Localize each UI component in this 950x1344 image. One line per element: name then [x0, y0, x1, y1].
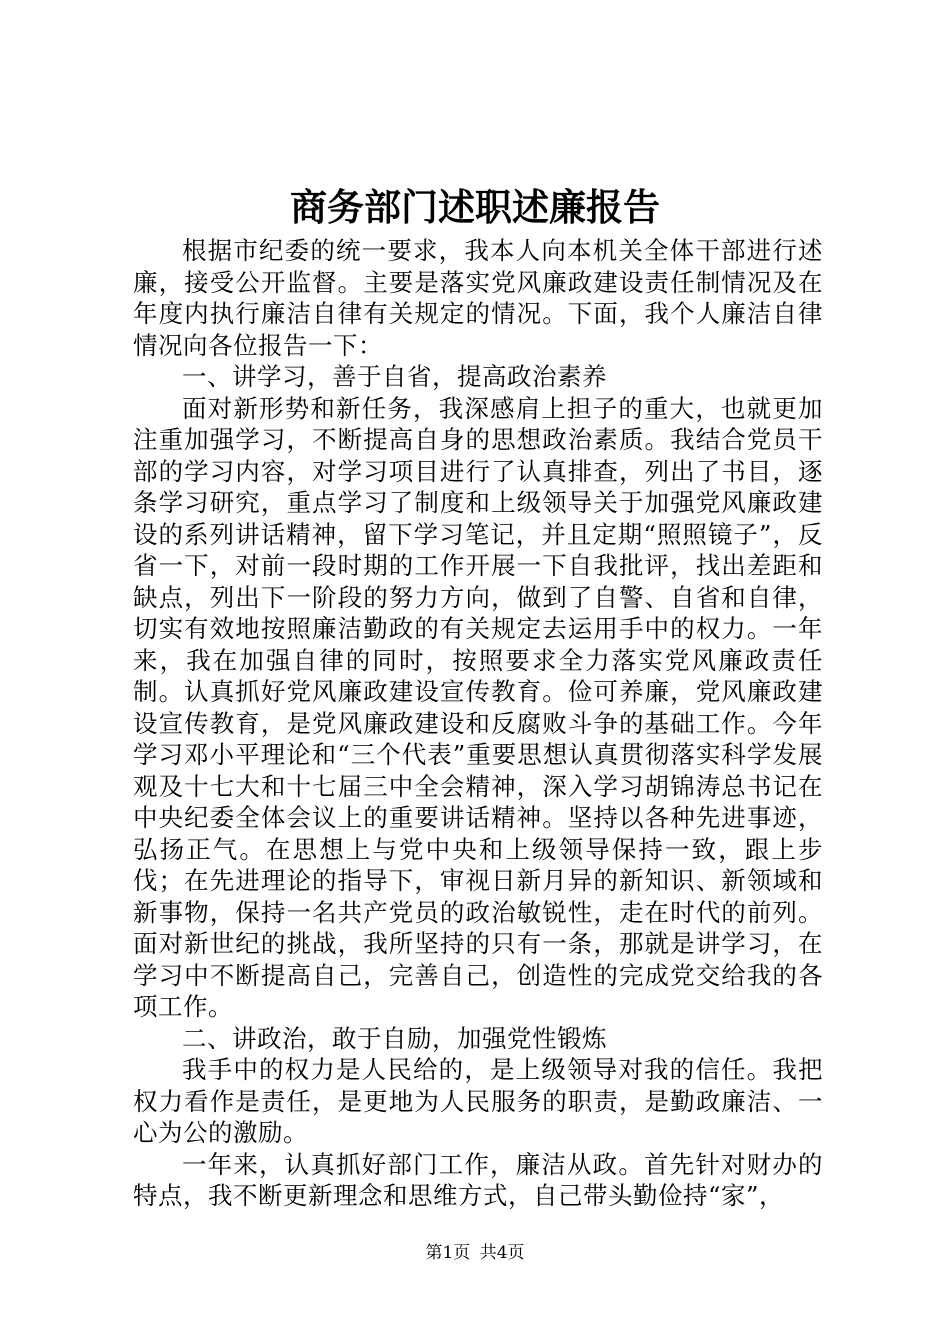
section-heading-2: 二、讲政治，敢于自励，加强党性锻炼	[182, 1023, 607, 1053]
document-title: 商务部门述职述廉报告	[290, 186, 660, 229]
paragraph-power: 我手中的权力是人民给的，是上级领导对我的信任。我把权力看作是责任，是更地为人民服务的职责，是勤政廉洁、一心为公的激励。	[133, 1055, 823, 1147]
document-body	[133, 235, 823, 1212]
section-heading-1: 一、讲学习，善于自省，提高政治素养	[182, 362, 607, 391]
paragraph-intro: 根据市纪委的统一要求，我本人向本机关全体干部进行述廉，接受公开监督。主要是落实党风廉政建设责任制情况及在年度内执行廉洁自律有关规定的情况。下面，我个人廉洁自律情况向各位报告一下：	[133, 236, 823, 360]
page-footer	[0, 1242, 950, 1264]
paragraph-study: 面对新形势和新任务，我深感肩上担子的重大，也就更加注重加强学习，不断提高自身的思想政治素质。我结合党员干部的学习内容，对学习项目进行了认真排查，列出了书目，逐条学习研究，重点学习了制度和上级领导关于加强党风廉政建设的系列讲话精神，留下学习笔记，并且定期“照照镜子”，反省一下，对前一段时期的工作开展一下自我批评，找出差距和缺点，列出下一阶段的努力方向，做到了自警、自省和自律，切实有效地按照廉洁勤政的有关规定去运用手中的权力。一年来，我在加强自律的同时，按照要求全力落实党风廉政责任制。认真抓好党风廉政建设宣传教育。俭可养廉，党风廉政建设宣传教育，是党风廉政建设和反腐败斗争的基础工作。今年学习邓小平理论和“三个代表”重要思想认真贯彻落实科学发展观及十七大和十七届三中全会精神，深入学习胡锦涛总书记在中央纪委全体会议上的重要讲话精神。坚持以各种先进事迹，弘扬正气。在思想上与党中央和上级领导保持一致，跟上步伐；在先进理论的指导下，审视日新月异的新知识、新领域和新事物，保持一名共产党员的政治敏锐性，走在时代的前列。面对新世纪的挑战，我所坚持的只有一条，那就是讲学习，在学习中不断提高自己，完善自己，创造性的完成党交给我的各项工作。	[133, 393, 823, 1021]
page-number: 第1页	[425, 1243, 471, 1263]
page-total: 共4页	[479, 1243, 525, 1263]
paragraph-work: 一年来，认真抓好部门工作，廉洁从政。首先针对财办的特点，我不断更新理念和思维方式，自己带头勤俭持“家”，	[133, 1149, 823, 1210]
